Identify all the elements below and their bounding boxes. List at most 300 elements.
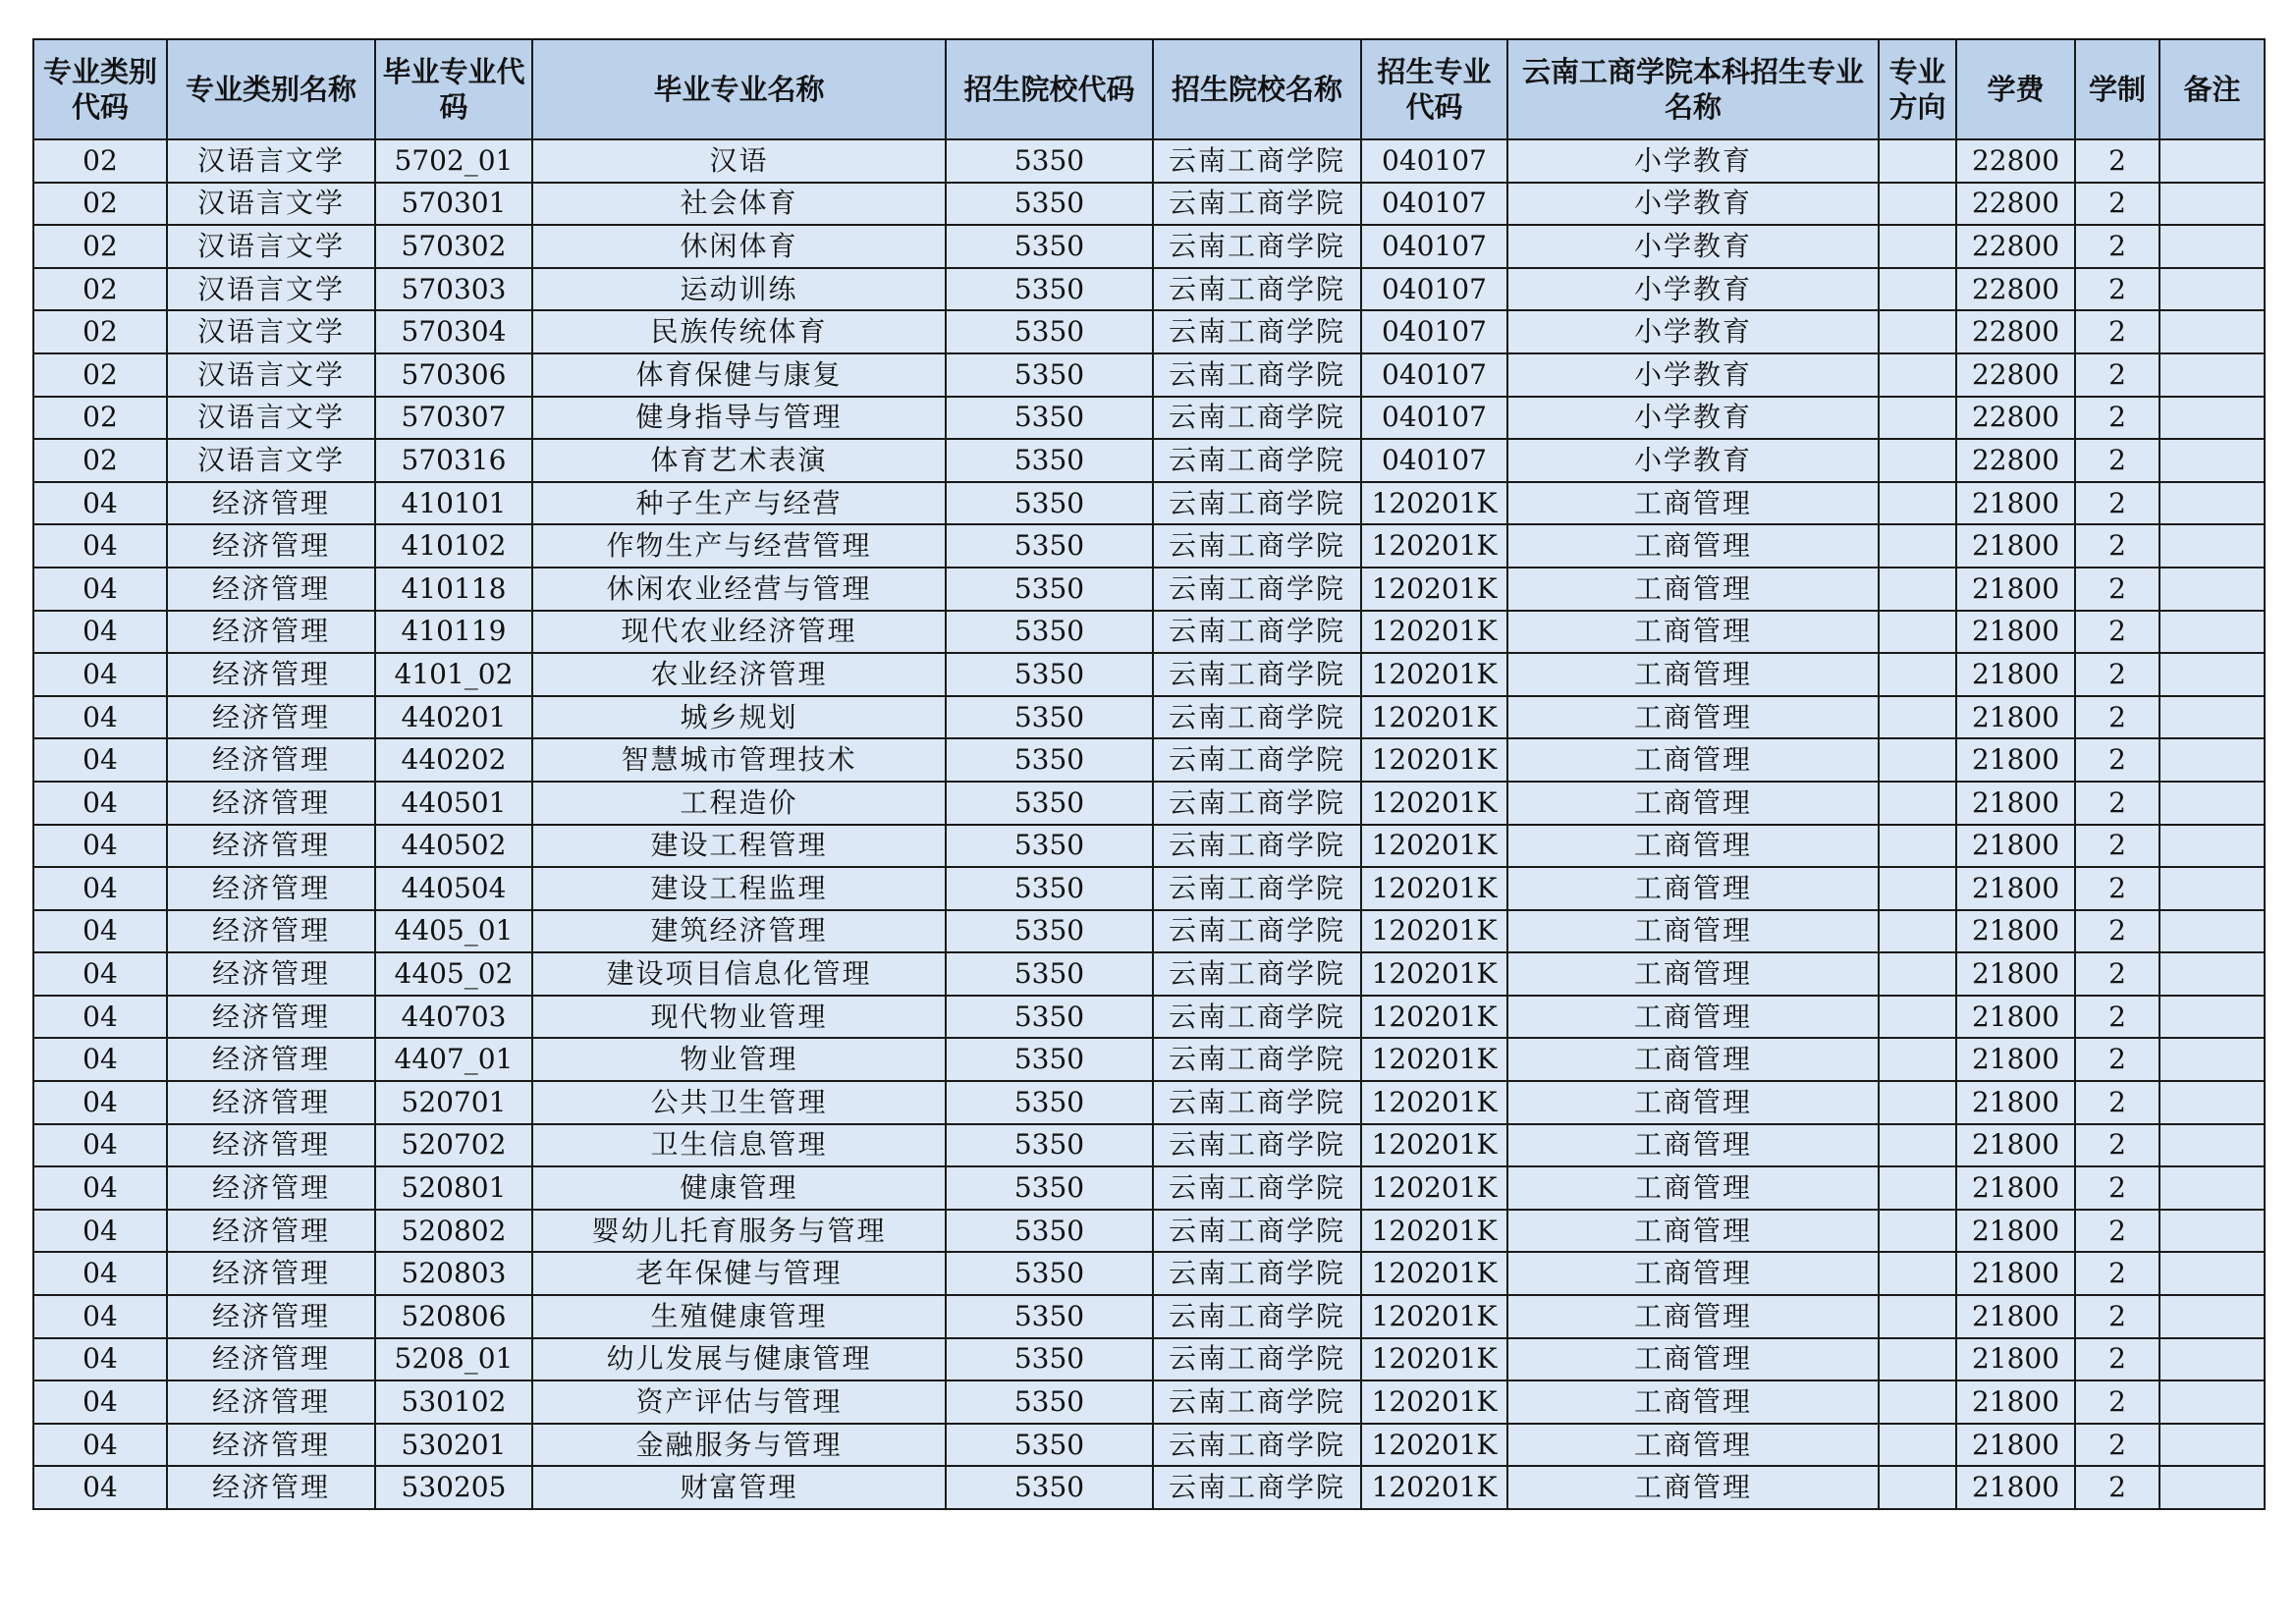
- school-name-cell: 云南工商学院: [1153, 867, 1361, 910]
- school-code-cell: 5350: [946, 1252, 1153, 1295]
- header-tuition: 学费: [1956, 39, 2075, 139]
- remarks-cell: [2159, 482, 2265, 525]
- category-code-cell: 02: [33, 310, 167, 353]
- school-code-cell: 5350: [946, 952, 1153, 996]
- school-name-cell: 云南工商学院: [1153, 1081, 1361, 1124]
- remarks-cell: [2159, 1295, 2265, 1338]
- tuition-cell: 22800: [1956, 183, 2075, 226]
- grad-major-name-cell: 物业管理: [532, 1038, 946, 1081]
- major-direction-cell: [1879, 268, 1956, 311]
- remarks-cell: [2159, 183, 2265, 226]
- tuition-cell: 22800: [1956, 310, 2075, 353]
- table-row: [33, 568, 2265, 611]
- table-row: [33, 524, 2265, 568]
- school-code-cell: 5350: [946, 611, 1153, 654]
- admission-major-name-cell: 工商管理: [1507, 1380, 1879, 1424]
- category-code-cell: 04: [33, 825, 167, 868]
- tuition-cell: 21800: [1956, 1252, 2075, 1295]
- grad-major-code-cell: 4407_01: [375, 1038, 532, 1081]
- tuition-cell: 21800: [1956, 1466, 2075, 1509]
- admission-major-code-cell: 040107: [1361, 139, 1507, 183]
- table-row: [33, 867, 2265, 910]
- remarks-cell: [2159, 952, 2265, 996]
- school-code-cell: 5350: [946, 139, 1153, 183]
- admission-major-name-cell: 小学教育: [1507, 310, 1879, 353]
- tuition-cell: 21800: [1956, 1380, 2075, 1424]
- remarks-cell: [2159, 1210, 2265, 1253]
- admission-major-name-cell: 工商管理: [1507, 1210, 1879, 1253]
- header-category-code: 专业类别代码: [33, 39, 167, 139]
- category-code-cell: 04: [33, 782, 167, 825]
- tuition-cell: 22800: [1956, 225, 2075, 268]
- school-name-cell: 云南工商学院: [1153, 183, 1361, 226]
- table-row: [33, 1338, 2265, 1381]
- duration-cell: 2: [2075, 397, 2159, 440]
- admission-major-code-cell: 040107: [1361, 439, 1507, 482]
- category-code-cell: 04: [33, 1466, 167, 1509]
- category-name-cell: 经济管理: [167, 1210, 375, 1253]
- tuition-cell: 21800: [1956, 1124, 2075, 1167]
- school-code-cell: 5350: [946, 183, 1153, 226]
- category-name-cell: 汉语言文学: [167, 353, 375, 397]
- admission-major-code-cell: 120201K: [1361, 653, 1507, 696]
- admission-major-name-cell: 工商管理: [1507, 1166, 1879, 1210]
- grad-major-code-cell: 520801: [375, 1166, 532, 1210]
- header-remarks: 备注: [2159, 39, 2265, 139]
- tuition-cell: 21800: [1956, 1038, 2075, 1081]
- category-name-cell: 经济管理: [167, 653, 375, 696]
- duration-cell: 2: [2075, 1466, 2159, 1509]
- category-code-cell: 04: [33, 1210, 167, 1253]
- major-direction-cell: [1879, 910, 1956, 953]
- table-row: [33, 1210, 2265, 1253]
- admission-major-name-cell: 工商管理: [1507, 1252, 1879, 1295]
- table-row: [33, 268, 2265, 311]
- tuition-cell: 21800: [1956, 1081, 2075, 1124]
- grad-major-code-cell: 570306: [375, 353, 532, 397]
- remarks-cell: [2159, 867, 2265, 910]
- category-code-cell: 04: [33, 996, 167, 1039]
- major-direction-cell: [1879, 568, 1956, 611]
- grad-major-code-cell: 570307: [375, 397, 532, 440]
- remarks-cell: [2159, 782, 2265, 825]
- school-code-cell: 5350: [946, 867, 1153, 910]
- major-direction-cell: [1879, 1081, 1956, 1124]
- admission-major-code-cell: 120201K: [1361, 696, 1507, 739]
- duration-cell: 2: [2075, 910, 2159, 953]
- tuition-cell: 21800: [1956, 825, 2075, 868]
- admission-major-name-cell: 工商管理: [1507, 1466, 1879, 1509]
- grad-major-name-cell: 建筑经济管理: [532, 910, 946, 953]
- remarks-cell: [2159, 611, 2265, 654]
- tuition-cell: 21800: [1956, 910, 2075, 953]
- admission-major-code-cell: 120201K: [1361, 1081, 1507, 1124]
- school-code-cell: 5350: [946, 268, 1153, 311]
- category-name-cell: 经济管理: [167, 952, 375, 996]
- category-code-cell: 04: [33, 482, 167, 525]
- school-name-cell: 云南工商学院: [1153, 611, 1361, 654]
- duration-cell: 2: [2075, 482, 2159, 525]
- admission-major-name-cell: 工商管理: [1507, 611, 1879, 654]
- major-direction-cell: [1879, 397, 1956, 440]
- duration-cell: 2: [2075, 353, 2159, 397]
- school-name-cell: 云南工商学院: [1153, 353, 1361, 397]
- remarks-cell: [2159, 825, 2265, 868]
- category-code-cell: 04: [33, 1424, 167, 1467]
- major-direction-cell: [1879, 1166, 1956, 1210]
- school-code-cell: 5350: [946, 1424, 1153, 1467]
- category-code-cell: 04: [33, 1295, 167, 1338]
- duration-cell: 2: [2075, 1210, 2159, 1253]
- admission-major-code-cell: 120201K: [1361, 1424, 1507, 1467]
- school-name-cell: 云南工商学院: [1153, 482, 1361, 525]
- remarks-cell: [2159, 1252, 2265, 1295]
- major-direction-cell: [1879, 1210, 1956, 1253]
- category-name-cell: 经济管理: [167, 696, 375, 739]
- tuition-cell: 21800: [1956, 1424, 2075, 1467]
- table-row: [33, 1124, 2265, 1167]
- admission-major-name-cell: 小学教育: [1507, 353, 1879, 397]
- table-row: [33, 1252, 2265, 1295]
- grad-major-name-cell: 休闲体育: [532, 225, 946, 268]
- admission-major-name-cell: 工商管理: [1507, 1081, 1879, 1124]
- table-row: [33, 439, 2265, 482]
- table-row: [33, 482, 2265, 525]
- school-name-cell: 云南工商学院: [1153, 1424, 1361, 1467]
- admission-major-code-cell: 040107: [1361, 353, 1507, 397]
- admission-major-code-cell: 120201K: [1361, 568, 1507, 611]
- grad-major-code-cell: 520802: [375, 1210, 532, 1253]
- table-row: [33, 782, 2265, 825]
- school-code-cell: 5350: [946, 1466, 1153, 1509]
- school-code-cell: 5350: [946, 524, 1153, 568]
- admission-major-code-cell: 040107: [1361, 183, 1507, 226]
- grad-major-name-cell: 财富管理: [532, 1466, 946, 1509]
- school-code-cell: 5350: [946, 825, 1153, 868]
- school-code-cell: 5350: [946, 353, 1153, 397]
- category-name-cell: 汉语言文学: [167, 225, 375, 268]
- category-code-cell: 04: [33, 1038, 167, 1081]
- grad-major-code-cell: 5702_01: [375, 139, 532, 183]
- remarks-cell: [2159, 1081, 2265, 1124]
- admission-major-code-cell: 040107: [1361, 397, 1507, 440]
- tuition-cell: 21800: [1956, 696, 2075, 739]
- admission-major-code-cell: 040107: [1361, 310, 1507, 353]
- remarks-cell: [2159, 1380, 2265, 1424]
- category-name-cell: 汉语言文学: [167, 310, 375, 353]
- major-direction-cell: [1879, 225, 1956, 268]
- table-row: [33, 1081, 2265, 1124]
- grad-major-code-cell: 410118: [375, 568, 532, 611]
- tuition-cell: 21800: [1956, 1295, 2075, 1338]
- major-direction-cell: [1879, 353, 1956, 397]
- grad-major-name-cell: 农业经济管理: [532, 653, 946, 696]
- grad-major-code-cell: 570302: [375, 225, 532, 268]
- grad-major-code-cell: 520702: [375, 1124, 532, 1167]
- admission-major-code-cell: 120201K: [1361, 482, 1507, 525]
- grad-major-code-cell: 440703: [375, 996, 532, 1039]
- category-name-cell: 经济管理: [167, 1380, 375, 1424]
- admission-major-name-cell: 工商管理: [1507, 1424, 1879, 1467]
- grad-major-name-cell: 健康管理: [532, 1166, 946, 1210]
- tuition-cell: 21800: [1956, 867, 2075, 910]
- table-row: [33, 353, 2265, 397]
- category-code-cell: 02: [33, 268, 167, 311]
- school-name-cell: 云南工商学院: [1153, 139, 1361, 183]
- admission-major-name-cell: 工商管理: [1507, 910, 1879, 953]
- grad-major-code-cell: 530201: [375, 1424, 532, 1467]
- admission-major-name-cell: 小学教育: [1507, 225, 1879, 268]
- grad-major-code-cell: 440201: [375, 696, 532, 739]
- duration-cell: 2: [2075, 738, 2159, 782]
- admission-major-code-cell: 120201K: [1361, 738, 1507, 782]
- school-code-cell: 5350: [946, 482, 1153, 525]
- category-code-cell: 04: [33, 696, 167, 739]
- grad-major-name-cell: 生殖健康管理: [532, 1295, 946, 1338]
- grad-major-code-cell: 520701: [375, 1081, 532, 1124]
- major-direction-cell: [1879, 825, 1956, 868]
- major-direction-cell: [1879, 310, 1956, 353]
- grad-major-code-cell: 410119: [375, 611, 532, 654]
- table-row: [33, 139, 2265, 183]
- school-name-cell: 云南工商学院: [1153, 268, 1361, 311]
- category-name-cell: 经济管理: [167, 1124, 375, 1167]
- grad-major-name-cell: 现代农业经济管理: [532, 611, 946, 654]
- category-code-cell: 04: [33, 952, 167, 996]
- major-direction-cell: [1879, 1380, 1956, 1424]
- category-name-cell: 经济管理: [167, 1081, 375, 1124]
- category-name-cell: 经济管理: [167, 1466, 375, 1509]
- major-direction-cell: [1879, 952, 1956, 996]
- school-name-cell: 云南工商学院: [1153, 1038, 1361, 1081]
- category-code-cell: 04: [33, 738, 167, 782]
- admission-major-name-cell: 工商管理: [1507, 1295, 1879, 1338]
- admission-major-name-cell: 小学教育: [1507, 268, 1879, 311]
- category-code-cell: 04: [33, 568, 167, 611]
- table-row: [33, 996, 2265, 1039]
- major-direction-cell: [1879, 1295, 1956, 1338]
- duration-cell: 2: [2075, 1252, 2159, 1295]
- admission-major-code-cell: 120201K: [1361, 1124, 1507, 1167]
- category-name-cell: 经济管理: [167, 910, 375, 953]
- school-name-cell: 云南工商学院: [1153, 653, 1361, 696]
- major-direction-cell: [1879, 1038, 1956, 1081]
- duration-cell: 2: [2075, 139, 2159, 183]
- duration-cell: 2: [2075, 1124, 2159, 1167]
- school-name-cell: 云南工商学院: [1153, 1210, 1361, 1253]
- school-name-cell: 云南工商学院: [1153, 696, 1361, 739]
- school-name-cell: 云南工商学院: [1153, 1466, 1361, 1509]
- tuition-cell: 21800: [1956, 611, 2075, 654]
- table-row: [33, 397, 2265, 440]
- header-school-name: 招生院校名称: [1153, 39, 1361, 139]
- category-name-cell: 经济管理: [167, 867, 375, 910]
- major-direction-cell: [1879, 1424, 1956, 1467]
- duration-cell: 2: [2075, 867, 2159, 910]
- category-name-cell: 经济管理: [167, 825, 375, 868]
- major-direction-cell: [1879, 1252, 1956, 1295]
- grad-major-name-cell: 社会体育: [532, 183, 946, 226]
- category-code-cell: 02: [33, 225, 167, 268]
- table-row: [33, 225, 2265, 268]
- table-row: [33, 611, 2265, 654]
- school-name-cell: 云南工商学院: [1153, 910, 1361, 953]
- major-direction-cell: [1879, 1124, 1956, 1167]
- category-code-cell: 04: [33, 1081, 167, 1124]
- school-code-cell: 5350: [946, 738, 1153, 782]
- category-code-cell: 04: [33, 653, 167, 696]
- school-code-cell: 5350: [946, 1081, 1153, 1124]
- remarks-cell: [2159, 1124, 2265, 1167]
- school-name-cell: 云南工商学院: [1153, 310, 1361, 353]
- admission-major-name-cell: 工商管理: [1507, 738, 1879, 782]
- tuition-cell: 21800: [1956, 482, 2075, 525]
- school-name-cell: 云南工商学院: [1153, 782, 1361, 825]
- duration-cell: 2: [2075, 524, 2159, 568]
- major-direction-cell: [1879, 1466, 1956, 1509]
- tuition-cell: 21800: [1956, 568, 2075, 611]
- tuition-cell: 22800: [1956, 353, 2075, 397]
- admission-major-name-cell: 工商管理: [1507, 996, 1879, 1039]
- major-direction-cell: [1879, 139, 1956, 183]
- remarks-cell: [2159, 353, 2265, 397]
- category-name-cell: 经济管理: [167, 524, 375, 568]
- category-code-cell: 04: [33, 1338, 167, 1381]
- major-direction-cell: [1879, 738, 1956, 782]
- category-name-cell: 经济管理: [167, 568, 375, 611]
- tuition-cell: 21800: [1956, 524, 2075, 568]
- admission-major-name-cell: 小学教育: [1507, 139, 1879, 183]
- header-admission-major-name: 云南工商学院本科招生专业名称: [1507, 39, 1879, 139]
- category-code-cell: 02: [33, 439, 167, 482]
- category-name-cell: 汉语言文学: [167, 439, 375, 482]
- header-school-code: 招生院校代码: [946, 39, 1153, 139]
- duration-cell: 2: [2075, 825, 2159, 868]
- school-code-cell: 5350: [946, 1124, 1153, 1167]
- major-direction-cell: [1879, 611, 1956, 654]
- remarks-cell: [2159, 1166, 2265, 1210]
- admission-major-code-cell: 120201K: [1361, 1252, 1507, 1295]
- school-name-cell: 云南工商学院: [1153, 825, 1361, 868]
- school-name-cell: 云南工商学院: [1153, 568, 1361, 611]
- grad-major-code-cell: 530205: [375, 1466, 532, 1509]
- duration-cell: 2: [2075, 1338, 2159, 1381]
- admission-major-name-cell: 小学教育: [1507, 183, 1879, 226]
- duration-cell: 2: [2075, 439, 2159, 482]
- school-code-cell: 5350: [946, 696, 1153, 739]
- duration-cell: 2: [2075, 1081, 2159, 1124]
- school-code-cell: 5350: [946, 1295, 1153, 1338]
- school-code-cell: 5350: [946, 910, 1153, 953]
- table-row: [33, 653, 2265, 696]
- admission-major-code-cell: 040107: [1361, 225, 1507, 268]
- remarks-cell: [2159, 225, 2265, 268]
- category-name-cell: 经济管理: [167, 1295, 375, 1338]
- table-row: [33, 183, 2265, 226]
- tuition-cell: 21800: [1956, 952, 2075, 996]
- remarks-cell: [2159, 696, 2265, 739]
- grad-major-name-cell: 体育保健与康复: [532, 353, 946, 397]
- category-code-cell: 04: [33, 867, 167, 910]
- remarks-cell: [2159, 139, 2265, 183]
- category-name-cell: 经济管理: [167, 738, 375, 782]
- admission-major-code-cell: 120201K: [1361, 1038, 1507, 1081]
- admission-major-code-cell: 120201K: [1361, 1166, 1507, 1210]
- remarks-cell: [2159, 1338, 2265, 1381]
- major-direction-cell: [1879, 183, 1956, 226]
- school-name-cell: 云南工商学院: [1153, 1252, 1361, 1295]
- grad-major-name-cell: 运动训练: [532, 268, 946, 311]
- grad-major-name-cell: 金融服务与管理: [532, 1424, 946, 1467]
- duration-cell: 2: [2075, 568, 2159, 611]
- category-name-cell: 经济管理: [167, 1038, 375, 1081]
- category-name-cell: 经济管理: [167, 1166, 375, 1210]
- admission-major-name-cell: 工商管理: [1507, 653, 1879, 696]
- table-row: [33, 1295, 2265, 1338]
- admission-major-name-cell: 小学教育: [1507, 397, 1879, 440]
- school-code-cell: 5350: [946, 1210, 1153, 1253]
- remarks-cell: [2159, 568, 2265, 611]
- table-row: [33, 952, 2265, 996]
- grad-major-name-cell: 汉语: [532, 139, 946, 183]
- grad-major-name-cell: 公共卫生管理: [532, 1081, 946, 1124]
- category-code-cell: 04: [33, 524, 167, 568]
- major-direction-cell: [1879, 653, 1956, 696]
- grad-major-code-cell: 570304: [375, 310, 532, 353]
- duration-cell: 2: [2075, 225, 2159, 268]
- tuition-cell: 21800: [1956, 738, 2075, 782]
- school-name-cell: 云南工商学院: [1153, 1295, 1361, 1338]
- admission-major-code-cell: 120201K: [1361, 1466, 1507, 1509]
- school-name-cell: 云南工商学院: [1153, 1166, 1361, 1210]
- duration-cell: 2: [2075, 1038, 2159, 1081]
- tuition-cell: 21800: [1956, 782, 2075, 825]
- grad-major-code-cell: 440504: [375, 867, 532, 910]
- category-code-cell: 04: [33, 1166, 167, 1210]
- remarks-cell: [2159, 910, 2265, 953]
- grad-major-code-cell: 570316: [375, 439, 532, 482]
- admission-major-name-cell: 工商管理: [1507, 482, 1879, 525]
- admission-major-name-cell: 工商管理: [1507, 867, 1879, 910]
- admission-major-code-cell: 120201K: [1361, 952, 1507, 996]
- header-grad-major-code: 毕业专业代码: [375, 39, 532, 139]
- admission-major-code-cell: 120201K: [1361, 825, 1507, 868]
- admissions-table-container: [32, 38, 2264, 1510]
- remarks-cell: [2159, 1466, 2265, 1509]
- category-code-cell: 02: [33, 139, 167, 183]
- admission-major-code-cell: 120201K: [1361, 782, 1507, 825]
- admission-major-name-cell: 工商管理: [1507, 568, 1879, 611]
- major-direction-cell: [1879, 1338, 1956, 1381]
- school-code-cell: 5350: [946, 1166, 1153, 1210]
- admissions-table: [32, 38, 2266, 1510]
- grad-major-name-cell: 民族传统体育: [532, 310, 946, 353]
- duration-cell: 2: [2075, 1295, 2159, 1338]
- header-duration: 学制: [2075, 39, 2159, 139]
- school-code-cell: 5350: [946, 782, 1153, 825]
- grad-major-name-cell: 城乡规划: [532, 696, 946, 739]
- category-name-cell: 经济管理: [167, 1252, 375, 1295]
- school-code-cell: 5350: [946, 310, 1153, 353]
- school-name-cell: 云南工商学院: [1153, 1124, 1361, 1167]
- admission-major-name-cell: 工商管理: [1507, 1124, 1879, 1167]
- grad-major-code-cell: 570301: [375, 183, 532, 226]
- table-row: [33, 1380, 2265, 1424]
- school-name-cell: 云南工商学院: [1153, 738, 1361, 782]
- major-direction-cell: [1879, 782, 1956, 825]
- category-name-cell: 经济管理: [167, 996, 375, 1039]
- admission-major-code-cell: 120201K: [1361, 611, 1507, 654]
